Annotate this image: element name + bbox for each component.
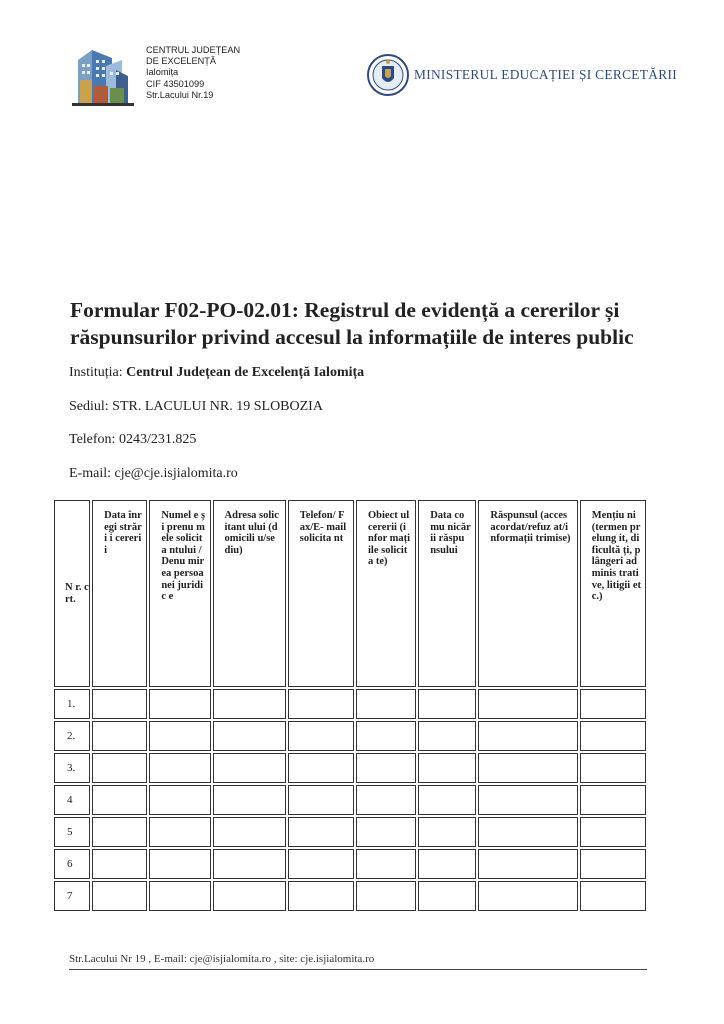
column-header: Răspunsul (acces acordat/refuz at/informații trimise)	[478, 500, 577, 687]
column-header: Adresa solicitant ului (domicili u/sediu)	[213, 500, 286, 687]
ministry-seal-icon	[366, 50, 410, 100]
table-cell[interactable]	[580, 753, 646, 783]
column-header: Numel e și prenu mele solicita ntului / Denu mirea persoa nei juridic e	[149, 500, 210, 687]
table-cell[interactable]	[288, 785, 354, 815]
table-row	[54, 785, 646, 815]
column-header: N r. crt.	[54, 500, 90, 687]
table-cell[interactable]	[580, 721, 646, 751]
table-cell[interactable]	[418, 721, 476, 751]
table-cell[interactable]	[356, 849, 416, 879]
row-number-cell: 2.	[54, 721, 90, 751]
column-header: Obiect ul cererii (infor mațiile solicita te)	[356, 500, 416, 687]
footer-divider	[69, 969, 647, 970]
row-number-cell: 7	[54, 881, 90, 911]
table-cell[interactable]	[149, 849, 210, 879]
registry-table	[52, 498, 648, 913]
table-cell[interactable]	[92, 817, 147, 847]
table-cell[interactable]	[149, 753, 210, 783]
table-cell[interactable]	[92, 721, 147, 751]
ministry-header	[366, 50, 676, 102]
table-cell[interactable]	[213, 721, 286, 751]
table-cell[interactable]	[356, 689, 416, 719]
table-cell[interactable]	[213, 817, 286, 847]
table-cell[interactable]	[580, 817, 646, 847]
row-number-cell: 6	[54, 849, 90, 879]
cje-info-line: DE EXCELENȚĂ	[146, 56, 216, 67]
column-header: Telefon/ Fax/E- mail solicita nt	[288, 500, 354, 687]
table-cell[interactable]	[149, 689, 210, 719]
table-cell[interactable]	[92, 689, 147, 719]
row-number-cell: 3.	[54, 753, 90, 783]
cje-header	[72, 44, 272, 108]
table-cell[interactable]	[418, 689, 476, 719]
table-cell[interactable]	[580, 785, 646, 815]
table-cell[interactable]	[288, 849, 354, 879]
table-cell[interactable]	[92, 753, 147, 783]
table-cell[interactable]	[418, 817, 476, 847]
institution-field	[69, 365, 364, 381]
telefon-field: Telefon: 0243/231.825	[69, 432, 197, 447]
table-cell[interactable]	[356, 753, 416, 783]
table-cell[interactable]	[149, 881, 210, 911]
table-cell[interactable]	[92, 881, 147, 911]
email-field: E-mail: cje@cje.isjialomita.ro	[69, 466, 238, 481]
form-title	[70, 297, 670, 351]
table-row	[54, 881, 646, 911]
table-cell[interactable]	[213, 849, 286, 879]
table-cell[interactable]	[149, 785, 210, 815]
table-cell[interactable]	[580, 881, 646, 911]
footer-contact: Str.Lacului Nr 19 , E-mail: cje@isjialomita.ro , site: cje.isjialomita.ro	[69, 953, 375, 965]
cje-info-line: Str.Lacului Nr.19	[146, 89, 214, 100]
row-number-cell: 1.	[54, 689, 90, 719]
table-cell[interactable]	[418, 753, 476, 783]
table-row	[54, 689, 646, 719]
column-header: Data comu nicării răspu nsului	[418, 500, 476, 687]
table-cell[interactable]	[213, 785, 286, 815]
table-row	[54, 753, 646, 783]
cje-info-line: Ialomița	[146, 67, 179, 78]
table-cell[interactable]	[418, 785, 476, 815]
institution-label: Instituția:	[69, 365, 127, 380]
cje-info-line: CENTRUL JUDEȚEAN	[146, 45, 241, 55]
cje-info-block	[146, 45, 240, 101]
form-title-line: Formular F02-PO-02.01: Registrul de evidență a cererilor și	[70, 298, 620, 322]
table-cell[interactable]	[356, 881, 416, 911]
column-header: Mențiu ni (termen prelung it, dificultă ți, plângeri adminis trative, litigii etc.)	[580, 500, 646, 687]
table-cell[interactable]	[580, 849, 646, 879]
row-number-cell: 5	[54, 817, 90, 847]
table-cell[interactable]	[478, 849, 577, 879]
table-cell[interactable]	[478, 817, 577, 847]
table-cell[interactable]	[288, 689, 354, 719]
table-cell[interactable]	[213, 689, 286, 719]
table-cell[interactable]	[92, 849, 147, 879]
table-cell[interactable]	[356, 817, 416, 847]
row-number-cell: 4	[54, 785, 90, 815]
table-cell[interactable]	[418, 849, 476, 879]
table-cell[interactable]	[580, 689, 646, 719]
table-cell[interactable]	[288, 721, 354, 751]
table-cell[interactable]	[288, 881, 354, 911]
table-row	[54, 817, 646, 847]
institution-value: Centrul Județean de Excelență Ialomița	[126, 365, 365, 380]
table-row	[54, 721, 646, 751]
cje-logo-icon	[72, 44, 134, 106]
table-cell[interactable]	[478, 689, 577, 719]
table-cell[interactable]	[478, 721, 577, 751]
ministry-name: MINISTERUL EDUCAȚIEI ȘI CERCETĂRII	[414, 67, 677, 82]
table-cell[interactable]	[478, 881, 577, 911]
table-cell[interactable]	[356, 785, 416, 815]
sediu-field: Sediul: STR. LACULUI NR. 19 SLOBOZIA	[69, 399, 323, 414]
table-cell[interactable]	[92, 785, 147, 815]
table-cell[interactable]	[149, 817, 210, 847]
form-title-line: răspunsurilor privind accesul la informațiile de interes public	[70, 325, 634, 349]
table-cell[interactable]	[478, 785, 577, 815]
table-row	[54, 849, 646, 879]
table-header-row	[54, 500, 646, 687]
column-header: Data înregi strări i cereri i	[92, 500, 147, 687]
table-cell[interactable]	[149, 721, 210, 751]
table-cell[interactable]	[288, 753, 354, 783]
table-cell[interactable]	[288, 817, 354, 847]
table-cell[interactable]	[478, 753, 577, 783]
table-cell[interactable]	[213, 753, 286, 783]
table-cell[interactable]	[356, 721, 416, 751]
table-cell[interactable]	[418, 881, 476, 911]
table-cell[interactable]	[213, 881, 286, 911]
cje-info-line: CIF 43501099	[146, 78, 205, 89]
